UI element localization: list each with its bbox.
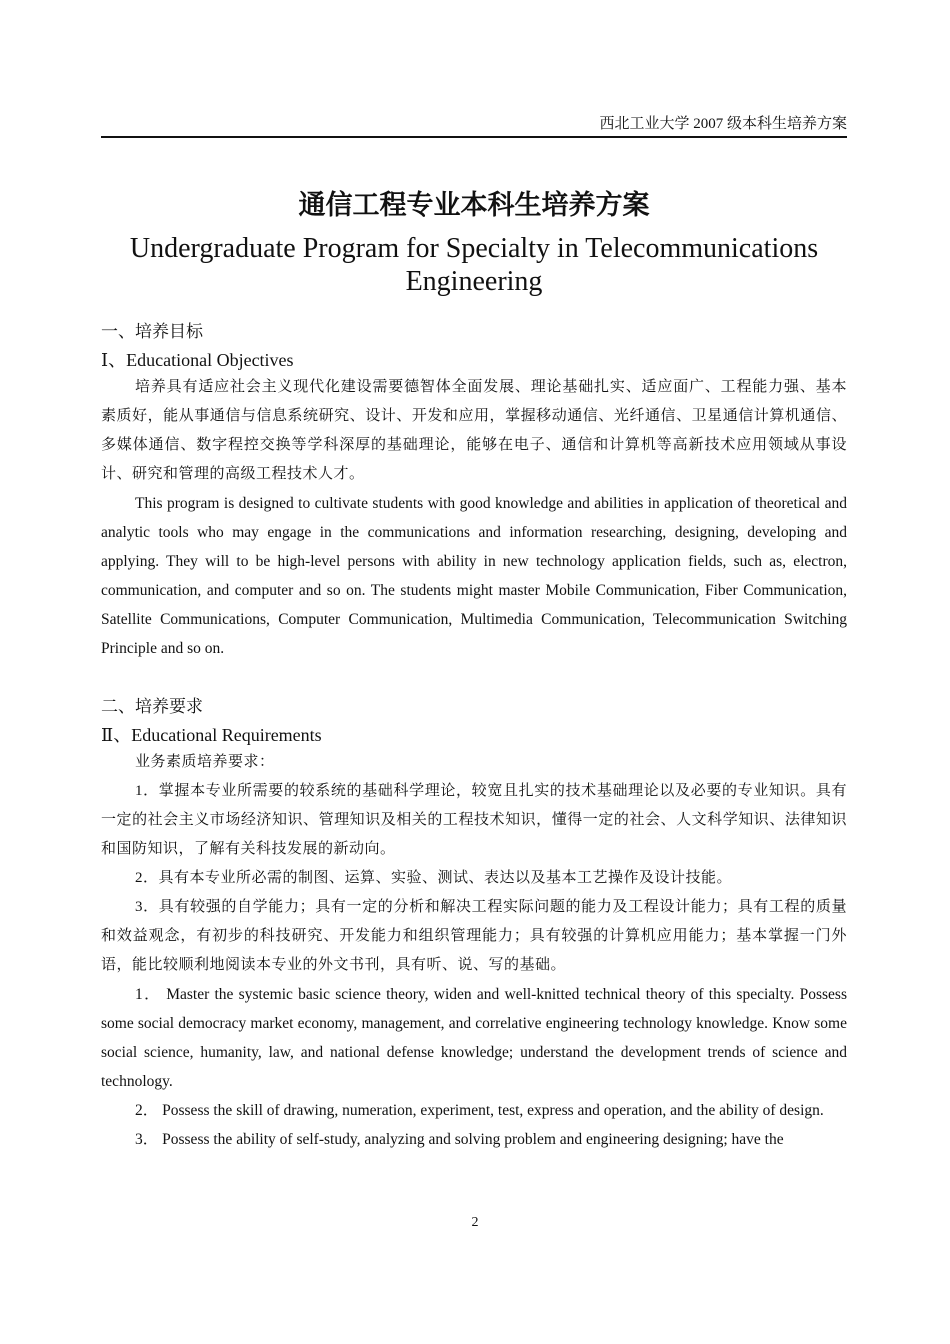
page-number: 2: [471, 1215, 479, 1230]
document-title-english: Undergraduate Program for Specialty in Telecommunications Engineering: [129, 233, 819, 297]
section-heading-requirements-english: Ⅱ、Educational Requirements: [101, 725, 322, 745]
running-header: 西北工业大学 2007 级本科生培养方案: [101, 114, 847, 138]
objectives-paragraph-english: This program is designed to cultivate students with good knowledge and abilities in application of theoretical and analytic tools who may engage in the communications and information researching, designing, developing and applying. They will to be high-level persons with ability in new technology application fields, such as, electron, communication, and computer and so on. The students might master Mobile Communication, Fiber Communication, Satellite Communications, Computer Communication, Multimedia Communication, Telecommunication Switching Principle and so on.: [101, 495, 847, 657]
requirement-item-english-3: 3． Possess the ability of self-study, analyzing and solving problem and engineering designing; have the: [135, 1131, 784, 1148]
requirement-item-chinese-3: 3．具有较强的自学能力；具有一定的分析和解决工程实际问题的能力及工程设计能力；具有工程的质量和效益观念，有初步的科技研究、开发能力和组织管理能力；具有较强的计算机应用能力；基本掌握一门外语，能比较顺利地阅读本专业的外文书刊，具有听、说、写的基础。: [101, 899, 847, 973]
requirement-item-english-2: 2． Possess the skill of drawing, numeration, experiment, test, express and operation, and the ability of design.: [135, 1102, 824, 1119]
objectives-paragraph-chinese: 培养具有适应社会主义现代化建设需要德智体全面发展、理论基础扎实、适应面广、工程能力强、基本素质好，能从事通信与信息系统研究、设计、开发和应用，掌握移动通信、光纤通信、卫星通信计算机通信、多媒体通信、数字程控交换等学科深厚的基础理论，能够在电子、通信和计算机等高新技术应用领域从事设计、研究和管理的高级工程技术人才。: [101, 379, 847, 482]
requirement-item-chinese-1: 1．掌握本专业所需要的较系统的基础科学理论，较宽且扎实的技术基础理论以及必要的专业知识。具有一定的社会主义市场经济知识、管理知识及相关的工程技术知识，懂得一定的社会、人文科学知识、法律知识和国防知识，了解有关科技发展的新动向。: [101, 783, 847, 857]
section-heading-objectives-english: Ⅰ、Educational Objectives: [101, 350, 294, 370]
section-heading-objectives-chinese: 一、培养目标: [101, 322, 203, 342]
document-title-chinese: 通信工程专业本科生培养方案: [298, 190, 650, 221]
requirement-item-english-1: 1． Master the systemic basic science theory, widen and well-knitted technical theory of this specialty. Possess some social democracy market economy, management, and correlative engineering technology knowledge. Know some social science, humanity, law, and national defense knowledge; understand the development trends of science and technology.: [101, 986, 847, 1090]
page-content: [101, 186, 847, 1154]
requirements-intro-chinese: 业务素质培养要求：: [135, 754, 275, 770]
requirement-item-chinese-2: 2．具有本专业所必需的制图、运算、实验、测试、表达以及基本工艺操作及设计技能。: [135, 870, 733, 886]
section-heading-requirements-chinese: 二、培养要求: [101, 697, 203, 717]
